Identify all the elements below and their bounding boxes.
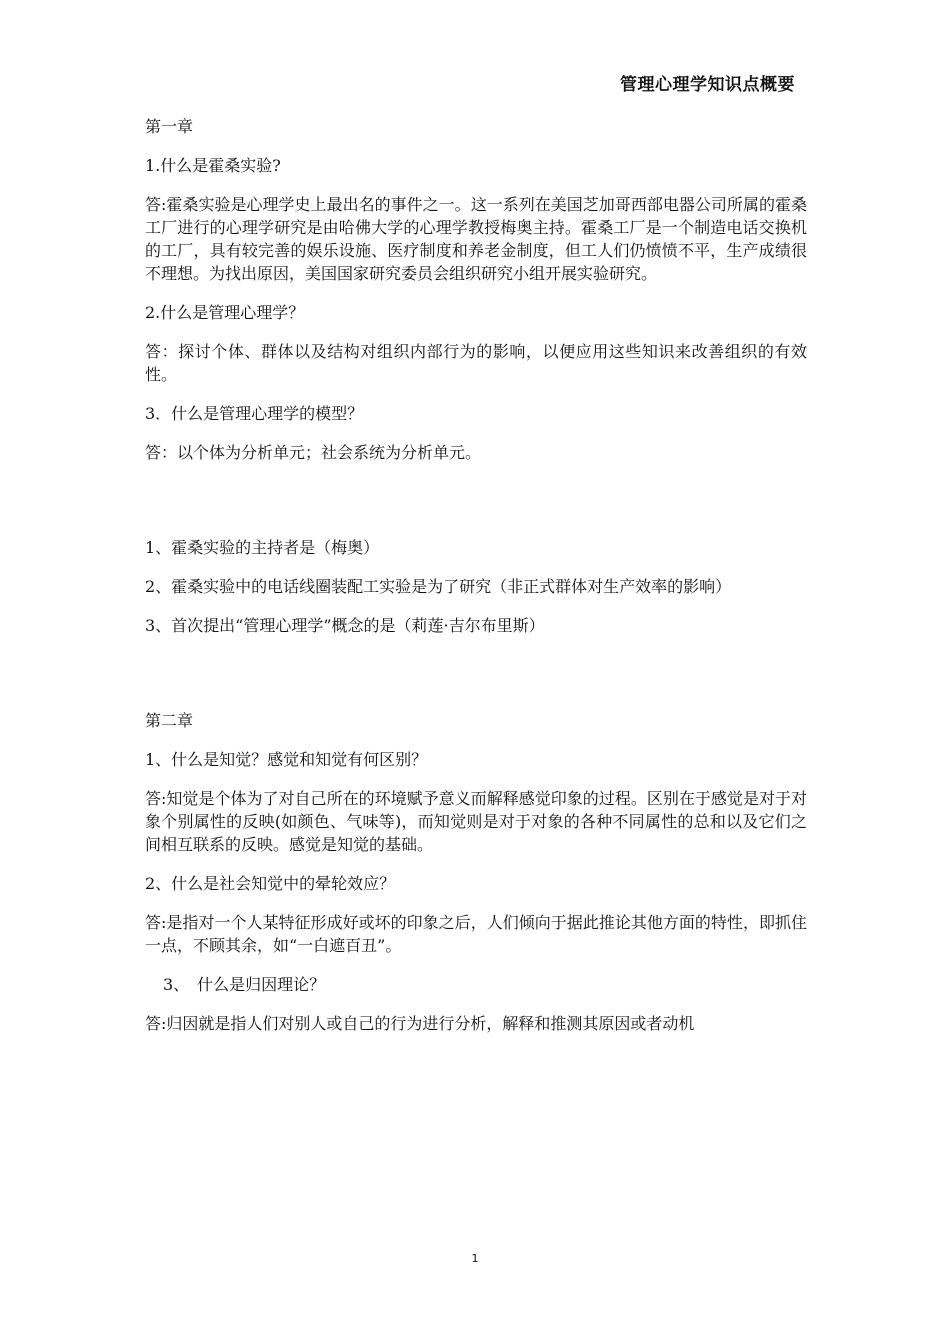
page-number: 1 — [471, 1252, 479, 1265]
question-1: 1.什么是霍桑实验? — [145, 156, 281, 175]
chapter-2-heading: 第二章 — [145, 711, 194, 730]
document-body — [145, 115, 807, 1051]
fill-item: 1、霍桑实验的主持者是（梅奥） — [145, 538, 380, 557]
fill-item: 3、首次提出“管理心理学”概念的是（莉莲·吉尔布里斯） — [145, 616, 545, 635]
question-3: 3．什么是管理心理学的模型？ — [145, 404, 364, 423]
question-2: 2、什么是社会知觉中的晕轮效应？ — [145, 874, 396, 893]
answer-1: 答:霍桑实验是心理学史上最出名的事件之一。这一系列在美国芝加哥西部电器公司所属的霍桑工厂进行的心理学研究是由哈佛大学的心理学教授梅奥主持。霍桑工厂是一个制造电话交换机的工厂，具有较完善的娱乐设施、医疗制度和养老金制度，但工人们仍愤愤不平，生产成绩很不理想。为找出原因，美国国家研究委员会组织研究小组开展实验研究。 — [145, 195, 807, 283]
answer-2: 答：探讨个体、群体以及结构对组织内部行为的影响，以便应用这些知识来改善组织的有效性。 — [145, 342, 807, 384]
answer-3: 答：以个体为分析单元；社会系统为分析单元。 — [145, 443, 482, 462]
answer-3: 答:归因就是指人们对别人或自己的行为进行分析，解释和推测其原因或者动机 — [145, 1014, 695, 1033]
section-gap — [145, 653, 807, 709]
chapter-1-heading: 第一章 — [145, 117, 194, 136]
question-1: 1、什么是知觉？感觉和知觉有何区别？ — [145, 750, 428, 769]
question-2: 2.什么是管理心理学？ — [145, 303, 305, 322]
fill-item: 2、霍桑实验中的电话线圈装配工实验是为了研究（非正式群体对生产效率的影响） — [145, 577, 732, 596]
question-3: 3、 什么是归因理论？ — [163, 975, 326, 994]
answer-1: 答:知觉是个体为了对自己所在的环境赋予意义而解释感觉印象的过程。区别在于感觉是对于对象个别属性的反映(如颜色、气味等)，而知觉则是对于对象的各种不同属性的总和以及它们之间相互联系的反映。感觉是知觉的基础。 — [145, 789, 807, 854]
document-title: 管理心理学知识点概要 — [620, 75, 795, 95]
section-gap — [145, 480, 807, 536]
answer-2: 答:是指对一个人某特征形成好或坏的印象之后，人们倾向于据此推论其他方面的特性，即抓住一点，不顾其余，如“一白遮百丑”。 — [145, 913, 807, 955]
